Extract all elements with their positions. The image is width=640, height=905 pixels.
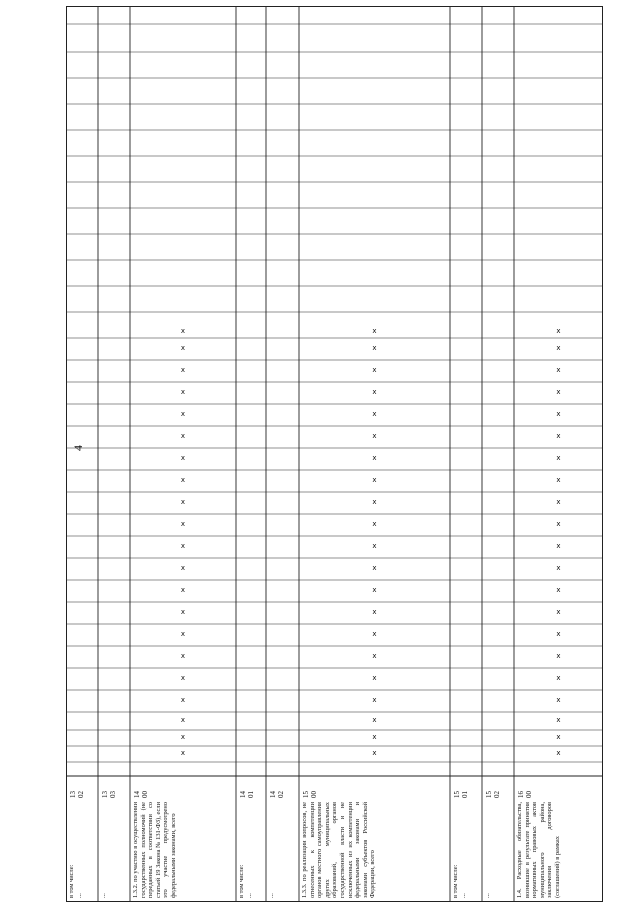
x-mark: x — [180, 327, 186, 335]
x-mark: x — [556, 630, 561, 638]
x-mark: x — [556, 674, 561, 682]
x-mark: x — [556, 733, 561, 741]
row-label-text: ... — [268, 893, 275, 898]
x-mark: x — [180, 410, 186, 418]
row-label — [100, 802, 128, 898]
row-label-text: в том числе: ... — [452, 864, 467, 898]
row-label — [68, 802, 96, 898]
x-mark: x — [372, 498, 377, 506]
x-mark: x — [372, 432, 377, 440]
row-code: 14 01 — [239, 791, 255, 798]
x-mark: x — [556, 520, 561, 528]
x-mark: x — [372, 733, 377, 741]
x-mark: x — [180, 520, 186, 528]
row-code: 14 02 — [269, 791, 285, 798]
x-mark: x — [556, 432, 561, 440]
x-mark: x — [372, 586, 377, 594]
row-label-text: ... — [484, 893, 491, 898]
x-mark: x — [180, 716, 186, 724]
x-mark: x — [556, 652, 561, 660]
row-label-text: ... — [100, 893, 107, 898]
x-mark: x — [372, 366, 377, 374]
x-mark: x — [372, 608, 377, 616]
x-mark: x — [556, 366, 561, 374]
x-mark: x — [556, 564, 561, 572]
row-code: 15 00 — [302, 791, 318, 798]
row-label-text: 1.3.2. по участию в осуществлении государственных полномочий (не переданных в соответствии со статьей 19 Закона № 131-ФЗ), если это участие предусмотрено федеральными законами, всего — [132, 802, 177, 898]
row-code: 13 02 — [69, 791, 85, 798]
row-label — [268, 802, 297, 898]
x-mark: x — [180, 454, 186, 462]
x-mark: x — [372, 652, 377, 660]
row-code: 15 01 — [453, 791, 469, 798]
row-label — [516, 802, 601, 898]
row-label — [452, 802, 480, 898]
x-mark: x — [180, 344, 186, 352]
x-mark: x — [556, 476, 561, 484]
table-grid — [66, 6, 603, 902]
x-mark: x — [556, 586, 561, 594]
x-mark: x — [372, 520, 377, 528]
x-mark: x — [372, 410, 377, 418]
x-mark: x — [180, 586, 186, 594]
x-mark: x — [556, 498, 561, 506]
x-mark: x — [372, 476, 377, 484]
x-mark: x — [372, 454, 377, 462]
x-mark: x — [180, 432, 186, 440]
x-mark: x — [372, 716, 377, 724]
row-label — [132, 802, 234, 898]
row-label — [238, 802, 264, 898]
row-label-text: 1.4. Расходные обязательства, возникшие в результате принятия нормативных правовых актов муниципального района, заключения договоров (соглашений) в рамках — [516, 802, 561, 898]
x-mark: x — [180, 630, 186, 638]
x-mark: x — [180, 366, 186, 374]
x-mark: x — [180, 542, 186, 550]
x-mark: x — [180, 564, 186, 572]
x-mark: x — [556, 344, 561, 352]
x-mark: x — [180, 749, 186, 757]
x-mark: x — [372, 696, 377, 704]
x-mark: x — [556, 388, 561, 396]
table-border — [67, 7, 603, 902]
x-mark: x — [372, 749, 377, 757]
x-mark: x — [556, 454, 561, 462]
x-mark: x — [372, 327, 377, 335]
row-label — [301, 802, 448, 898]
x-mark: x — [180, 652, 186, 660]
row-label — [484, 802, 512, 898]
x-mark: x — [180, 498, 186, 506]
row-code: 14 00 — [133, 791, 149, 798]
x-mark: x — [372, 344, 377, 352]
row-label-text: в том числе: ... — [238, 864, 253, 898]
x-mark: x — [180, 733, 186, 741]
x-mark: x — [372, 564, 377, 572]
row-label-text: 1.3.3. по реализации вопросов, не отнесенных к компетенции органов местного самоуправления других муниципальных образований, органов государственной власти и не исключенных из их компетенции федеральными законами и законами субъектов Российской Федерации, всего — [301, 802, 377, 898]
x-mark: x — [180, 388, 186, 396]
x-mark: x — [556, 696, 561, 704]
x-mark: x — [180, 608, 186, 616]
row-code: 15 02 — [485, 791, 501, 798]
x-mark: x — [372, 630, 377, 638]
x-mark: x — [372, 542, 377, 550]
x-mark: x — [556, 542, 561, 550]
x-mark: x — [372, 388, 377, 396]
x-mark: x — [372, 674, 377, 682]
x-mark: x — [556, 410, 561, 418]
x-mark: x — [180, 674, 186, 682]
row-label-text: в том числе: ... — [68, 864, 83, 898]
rotated-table — [66, 6, 603, 902]
x-mark: x — [180, 696, 186, 704]
x-mark: x — [556, 749, 561, 757]
row-code: 16 00 — [517, 791, 533, 798]
row-code: 13 03 — [101, 791, 117, 798]
x-mark: x — [556, 327, 561, 335]
x-mark: x — [556, 608, 561, 616]
x-mark: x — [180, 476, 186, 484]
x-mark: x — [556, 716, 561, 724]
page-number: 4 — [71, 445, 85, 451]
